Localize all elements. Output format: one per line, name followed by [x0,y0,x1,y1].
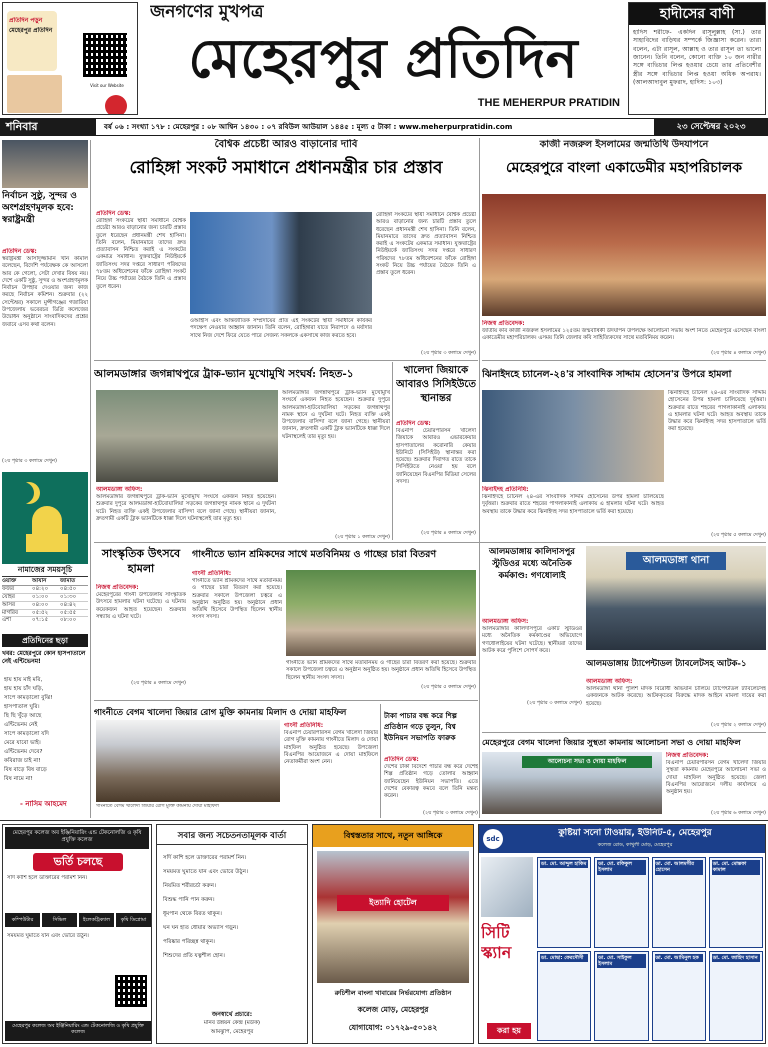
prayer-row: আসর ০৪:০০ ০৪:৪২ [2,602,88,610]
studio-byline: আলমডাঙ্গা অফিস: [482,618,529,625]
hotel-ad[interactable] [312,824,474,1044]
admission-subjects [5,913,151,927]
hadis-text: হাদিস শরীফে- একদিন রাসূলুল্লাহ (সা.) তার সাহাবিদের বাড়িঘর সম্পর্কে জিজ্ঞাসা করেন। তারা বলেন, এটা রাসূল, আল্লাহ ও তার রাসূল তা ভালো জানেন। তিনি বলেন, কোনো ব্যক্তি ১০ জন নারীর সঙ্গে ব্যভিচার লিপ্ত হওয়ার চেয়ে তার প্রতিবেশীর স্ত্রীর সঙ্গে ব্যভিচার লিপ্ত হওয়া অধিক অপরাধ। (আলআদাবুল মুফরাদ, হাদিস: ১০৩) [633,29,761,87]
khaleda-headline[interactable]: খালেদা জিয়াকে আবারও সিসিইউতে স্থানান্তর [396,365,476,404]
taka-headline[interactable]: টাকা পাচার বন্ধ করে শিল্প প্রতিষ্ঠান গড়ে তুলুন, বিশ্ব ইউনিয়ন সভাপতি ফারুক [384,711,458,742]
lead-body-3: রোহিঙ্গা সংকটের স্থায়ী সমাধানে বৈশ্বিক প্রচেষ্টা আরও বাড়ানোর জন্য চারটি প্রস্তাব তুলে ধরেছেন প্রধানমন্ত্রী শেখ হাসিনা। তিনি বলেন, মিয়ানমারে তাদের দ্রুত প্রত্যাবাসন নিশ্চিত করাই এ সংকটের একমাত্র সমাধান। যুক্তরাষ্ট্রের নিউইয়র্কে জাতিসংঘ সদর দপ্তরে সাধারণ পরিষদের ৭৮তম অধিবেশনের ফাঁকে রোহিঙ্গা সংকট নিয়ে উচ্চ পর্যায়ের বৈঠকে তিনি এ প্রস্তাব তুলে ধরেন। [376,212,476,277]
awareness-item: শিশুদের প্রতি যত্নশীল হোন। [163,953,225,959]
milad-photo [96,720,280,802]
awareness-item: পরিষ্কার পরিচ্ছন্ন থাকুন। [163,939,215,945]
khaleda-continue[interactable]: (২য় পৃষ্ঠার ৪ কলামে দেখুন) [421,530,476,536]
ct-scan-text: সিটি স্ক্যান [481,923,512,962]
gangni-headline[interactable]: গাংনীতে ভ্যান শ্রমিকদের সাথে মতবিনিময় ও গাছের চারা বিতরণ [192,549,437,560]
poem-title: প্রতিদিনের ছড়া [2,634,88,647]
left-body: স্বরাষ্ট্রমন্ত্রী আসাদুজ্জামান খান কামাল বলেছেন, বিদেশি পর্যবেক্ষক কে আসলো আর কে গেলো, সেটা দেখার বিষয় নয়। দেশে একটি সুষ্ঠু, সুন্দর ও অংশগ্রহণমূলক নির্বাচন উপহার দেওয়ার জন্য কাজ করছে নির্বাচন কমিশন। শুক্রবার (২২ সেপ্টেম্বর) সকালে মুন্সীগঞ্জের গজারিয়া উপজেলায় ভবেরচর ডিগ্রি কলেজের উদ্বোধন অনুষ্ঠানে সাংবাদিকদের প্রশ্নের জবাবে এসব কথা বলেন। [2,256,88,328]
awareness-ad[interactable] [156,824,308,1044]
meherpur-khaleda-banner: আলোচনা সভা ও দোয়া মাহফিল [522,756,652,768]
awareness-footer: জনস্বার্থে প্রচারে: [211,1011,253,1018]
admission-details: সর্দি কাশি হলে ডাক্তারের পরামর্শ নিন। [7,875,88,881]
subject-badge: কৃষি ডিপ্লোমা [116,913,151,927]
jhenaidah-continue[interactable]: (২য় পৃষ্ঠার ৫ কলামে দেখুন) [711,532,766,538]
doctor-card: ডা. মো. জাহিদ হাসান [709,951,763,1042]
cultural-byline: নিজস্ব প্রতিবেদক: [96,584,139,591]
gangni-body-2: গাংনীতে ভ্যান শ্রমিকদের সাথে মতবিনিময় ও গাছের চারা বিতরণ করা হয়েছে। শুক্রবার সকালে উপজেলা চত্বরে এ অনুষ্ঠান অনুষ্ঠিত হয়। অনুষ্ঠানে প্রধান অতিথি হিসেবে উপস্থিত ছিলেন স্থানীয় সংসদ সদস্য। [286,660,476,681]
sono-sub: কলেজ রোড, কাথুলী মোড়, মেহেরপুর [597,842,673,848]
right-top-byline: নিজস্ব প্রতিবেদক: [482,320,525,327]
admission-qr[interactable] [115,975,147,1007]
prayer-header: জামাত [60,578,76,584]
prayer-row: ফজর ০৪:২০ ০৪:৫০ [2,586,88,594]
app-promo-sub: মেহেরপুর প্রতিদিন [9,27,53,34]
masthead-tagline: জনগণের মুখপত্র [150,2,264,22]
doctors-grid [537,857,763,1041]
police-photo [586,546,766,650]
masthead [140,0,624,117]
meherpur-khaleda-continue[interactable]: (২য় পৃষ্ঠার ৬ কলামে দেখুন) [711,810,766,816]
prayer-row: যোহর ০১:০০ ০১:৩০ [2,594,88,602]
ct-scan-sub: করা হয় [487,1023,531,1039]
doctor-card: ডা. মো. আব্দুল হাকিম [537,857,591,948]
tapentadol-byline: আলমডাঙ্গা অফিস: [586,678,633,685]
police-station-sign: আলমডাঙ্গা থানা [626,552,726,570]
dateline-day: শনিবার [6,120,38,133]
hadis-box [628,2,766,115]
accident-continue[interactable]: (২য় পৃষ্ঠার ১ কলামে দেখুন) [335,534,390,540]
hotel-line-2: কলেজ মোড়, মেহেরপুর [357,1005,429,1014]
hotel-sign: ইত্যাদি হোটেল [337,895,449,911]
reader-illustration [7,75,62,113]
poem-subtitle: খবর: মেহেরপুরে কোন হাসপাতালে নেই এন্টিভেনম! [2,650,86,665]
app-promo-text: প্রতিদিন পড়ুন [9,17,43,24]
awareness-item: ধূমপান থেকে বিরত থাকুন। [163,911,222,917]
awareness-item: বিশুদ্ধ পানি পান করুন। [163,897,215,903]
meherpur-khaleda-byline: নিজস্ব প্রতিবেদক: [666,752,709,759]
khaleda-byline: প্রতিদিন ডেস্ক: [396,420,431,427]
awareness-item: নিয়মিত শরীরচর্চা করুন। [163,883,216,889]
awareness-item: সময়মত ঘুমাতে যান এবং ভোরে উঠুন। [163,869,248,875]
masthead-english: THE MEHERPUR PRATIDIN [477,97,620,109]
cultural-body: মেহেরপুরের গাংনী উপজেলায় সাংস্কৃতিক উৎসবে হামলার ঘটনা ঘটেছে। এ ঘটনায় কয়েকজন আহত হয়েছেন। শুক্রবার সন্ধ্যায় এ ঘটনা ঘটে। [96,592,186,620]
dateline-date: ২৩ সেপ্টেম্বর ২০২৩ [676,122,746,132]
tapentadol-headline[interactable]: আলমডাঙ্গায় ট্যাপেন্টাডল ট্যাবলেটসহ আটক-১ [586,659,747,669]
admission-ad[interactable] [2,824,152,1044]
hotel-line-1: রুচিশীল বাংলা খাবারের নির্ভরযোগ্য প্রতিষ্ঠান [334,989,452,997]
poem-author: - নাসিম আহমেদ [20,800,67,808]
lead-body-2: ওআইসি এবং আন্তর্জাতিক সম্প্রদায়ের প্রতি এই সংকটের স্থায়ী সমাধানে কার্যকর পদক্ষেপ নেওয়ার আহ্বান জানান। তিনি বলেন, রোহিঙ্গারা যাতে নিরাপদে ও মর্যাদার সাথে নিজ দেশে ফিরে যেতে পারে সেজন্য সকলকে একসাথে কাজ করতে হবে। [190,318,372,339]
doctor-card: ডা. মো. আলমগীর হোসেন [652,857,706,948]
cultural-headline[interactable]: সাংস্কৃতিক উৎসবে হামলা [101,547,181,575]
masthead-title: মেহেরপুর প্রতিদিন [188,26,578,90]
prayer-row: মাগরিব ০৫:৫২ ০৫:৫৫ [2,610,88,618]
accident-byline: আলমডাঙ্গা অফিস: [96,486,143,493]
poem-body: হায় হায় মাই মরি, হায় হায় চাঁদ ঘড়ি, সাপে কামড়ালো বুঝি! হাসপাতাল ঘুরি। ছি ছি খুঁড়ে আছে এন্টিভেনম নেই সাপে কামড়ালো যদি মেরে যাবো ভাই। এন্টিভেনম দেবে? কবিরাজ চাই না! বিষ বাড়ে বিষ বাড়ে বিষ নামে না! [4,677,53,782]
hotel-phone: যোগাযোগ: ০১৭২৯-৫০১৪২ [348,1023,438,1032]
admission-footer: মেহেরপুর কলেজ অব ইঞ্জিনিয়ারিং এন্ড টেকনোলজি ও কৃষি প্রযুক্তি কলেজ [5,1021,151,1041]
taka-body: দেশের টাকা বিদেশে পাচার বন্ধ করে দেশেই শিল্প প্রতিষ্ঠান গড়ে তোলার আহ্বান জানিয়েছেন ইউনিয়ন সভাপতি। এতে দেশের বেকারত্ব কমবে বলে তিনি মন্তব্য করেন। [384,764,478,800]
prayer-row: এশা ০৭:১৫ ০৮:০০ [2,617,77,624]
jhenaidah-body: ঝিনাইদহে চ্যানেল ২৪-এর সাংবাদিক সাদ্দাম হোসেনের উপর হামলা চালিয়েছে দুর্বৃত্তরা। শুক্রবার রাতে শহরের পাগলাকানাই এলাকায় এ হামলার ঘটনা ঘটে। আহত অবস্থায় তাকে উদ্ধার করে ঝিনাইদহ সদর হাসপাতালে ভর্তি করা হয়েছে। [482,494,664,515]
lead-body: রোহিঙ্গা সংকটের স্থায়ী সমাধানে বৈশ্বিক প্রচেষ্টা আরও বাড়ানোর জন্য চারটি প্রস্তাব তুলে ধরেছেন প্রধানমন্ত্রী শেখ হাসিনা। তিনি বলেন, মিয়ানমারে তাদের দ্রুত প্রত্যাবাসন নিশ্চিত করাই এ সংকটের একমাত্র সমাধান। যুক্তরাষ্ট্রের নিউইয়র্কে জাতিসংঘ সদর দপ্তরে সাধারণ পরিষদের ৭৮তম অধিবেশনের ফাঁকে রোহিঙ্গা সংকট নিয়ে উচ্চ পর্যায়ের বৈঠকে তিনি এ প্রস্তাব তুলে ধরেন। [96,218,186,290]
milad-byline: গাংনী প্রতিনিধি: [284,722,324,729]
gangni-byline: গাংনী প্রতিনিধি: [192,570,232,577]
milad-headline[interactable]: গাংনীতে বেগম খালেদা জিয়ার রোগ মুক্তি কামনায় মিলাদ ও দোয়া মাহফিল [94,708,347,718]
lead-continue[interactable]: (২য় পৃষ্ঠার ৩ কলামে দেখুন) [421,350,476,356]
awareness-item: ঘন ঘন হাত ধোয়ার অভ্যাস গড়ুন। [163,925,239,931]
lead-kicker: বৈশ্বিক প্রচেষ্টা আরও বাড়ানোর দাবি [214,139,358,150]
accident-headline[interactable]: আলমডাঙ্গার জগন্নাথপুরে ট্রাক-ভ্যান মুখোমুখি সংঘর্ষ: নিহত-১ [94,368,354,380]
awareness-footer-2: মানব উন্নয়ন কেন্দ্র (মউক) [203,1020,261,1026]
sono-ad[interactable] [478,824,766,1044]
sono-logo: sdc [483,829,503,849]
right-top-headline[interactable]: মেহেরপুরে বাংলা একাডেমীর মহাপরিচালক [505,160,743,176]
doctor-card: ডা. মো. সাইফুল ইসলাম [594,951,648,1042]
lead-headline[interactable]: রোহিঙ্গা সংকট সমাধানে প্রধানমন্ত্রীর চার প্রস্তাব [129,158,443,178]
jhenaidah-body-2: ঝিনাইদহে চ্যানেল ২৪-এর সাংবাদিক সাদ্দাম হোসেনের উপর হামলা চালিয়েছে দুর্বৃত্তরা। শুক্রবার রাতে শহরের পাগলাকানাই এলাকায় এ হামলার ঘটনা ঘটে। আহত অবস্থায় তাকে উদ্ধার করে ঝিনাইদহ সদর হাসপাতালে ভর্তি করা হয়েছে। [668,390,766,433]
doctor-card: ডা. মোছা: ফেরদৌসী [537,951,591,1042]
lead-photo [190,212,372,314]
right-top-continue[interactable]: (২য় পৃষ্ঠার ৪ কলামে দেখুন) [711,350,766,356]
jhenaidah-byline: ঝিনাইদহ প্রতিনিধি: [482,486,529,493]
accident-photo [96,390,278,482]
gangni-photo [286,570,476,656]
khaleda-body: বিএনপি চেয়ারপারসন খালেদা জিয়াকে আবারও এভারকেয়ার হাসপাতালের করোনারি কেয়ার ইউনিটে (সিসিইউ) স্থানান্তর করা হয়েছে। শুক্রবার দিবাগত রাতে তাকে সিসিইউতে নেওয়া হয় বলে জানিয়েছেন বিএনপির মিডিয়া সেলের সদস্য। [396,428,476,486]
left-headline[interactable]: নির্বাচন সুষ্ঠু, সুন্দর ও অংশগ্রহণমূলক হবে: স্বরাষ্ট্রমন্ত্রী [2,191,77,225]
tapentadol-continue[interactable]: (২য় পৃষ্ঠার ২ কলামে দেখুন) [711,722,766,728]
left-byline: প্রতিদিন ডেস্ক: [2,248,37,255]
accident-body-2: আলমডাঙ্গার জগন্নাথপুরে ট্রাক-ভ্যান মুখোমুখি সংঘর্ষে একজন নিহত হয়েছেন। শুক্রবার দুপুরে আলমডাঙ্গা-হাটবোয়ালিয়া সড়কের জগন্নাথপুর নামক স্থানে এ দুর্ঘটনা ঘটে। নিহত ব্যক্তি একই উপজেলার বাসিন্দা বলে জানা গেছে। স্থানীয়রা জানান, দ্রুতগামী একটি ট্রাক ভ্যানটিকে ধাক্কা দিলে ঘটনাস্থলেই তার মৃত্যু হয়। [282,390,390,440]
app-promo-ad[interactable] [2,2,138,115]
admission-info: সময়মত ঘুমাতে যান এবং ভোরে উঠুন। [7,933,89,939]
doctor-card: ডা. মো. মোস্তফা কামাল [709,857,763,948]
sono-title: কুষ্টিয়া সনো টাওয়ার, ইউনিট-৫, মেহেরপুর [558,828,712,838]
mosque-dome-icon [32,506,62,536]
studio-headline[interactable]: আলমডাঙ্গায় কালিদাসপুর স্টুডিওর মধ্যে অনৈতিক কর্মকাণ্ড: গণধোলাই [489,547,575,581]
home-minister-photo [2,140,88,188]
gangni-continue[interactable]: (২য় পৃষ্ঠার ৫ কলামে দেখুন) [421,684,476,690]
qr-code[interactable] [83,33,127,77]
hadis-title: হাদীসের বাণী [629,3,765,25]
cultural-continue[interactable]: (২য় পৃষ্ঠার ৪ কলামে দেখুন) [131,680,186,686]
ct-machine-photo [481,857,533,917]
jhenaidah-headline[interactable]: ঝিনাইদহে চ্যানেল-২৪'র সাংবাদিক সাদ্দাম হোসেন'র উপরে হামলা [482,369,732,380]
subject-badge: ইলেকট্রিক্যাল [79,913,114,927]
awareness-title: সবার জন্য সচেতনতামূলক বার্তা [157,827,307,845]
meherpur-khaleda-body: বিএনপি চেয়ারপারসন বেগম খালেদা জিয়ার সুস্থতা কামনায় মেহেরপুরে আলোচনা সভা ও দোয়া মাহফিল অনুষ্ঠিত হয়েছে। জেলা বিএনপির আয়োজনে দলীয় কার্যালয়ে এ অনুষ্ঠান হয়। [666,760,766,796]
subject-badge: কম্পিউটার [5,913,40,927]
left-continue[interactable]: (২য় পৃষ্ঠার ৩ কলামে দেখুন) [2,458,57,464]
right-top-body: জাতীয় কবি কাজী নজরুল ইসলামের ১২৫তম জন্মবার্ষিকী উদযাপন উপলক্ষে আলোচনা সভায় অংশ নিতে মেহেরপুরে এসেছেন বাংলা একাডেমীর মহাপরিচালক। এসময় তিনি জেলার কবি সাহিত্যিকদের সাথে মতবিনিময় করেন। [482,328,766,342]
visit-website-text: Visit our Website [90,83,124,88]
studio-body: আলমডাঙ্গার কালিদাসপুরে একটি স্টুডিওর মধ্যে অনৈতিক কর্মকাণ্ডের অভিযোগে গণধোলাইয়ের ঘটনা ঘটেছে। স্থানীয়রা তাদের আটক করে পুলিশে সোপর্দ করে। [482,626,582,654]
prayer-table [2,578,88,630]
admission-title: ভর্তি চলছে [33,853,123,871]
jhenaidah-photo [482,390,664,482]
crescent-icon [12,482,34,504]
milad-caption: গাংনীতে বেগম খালেদা জিয়ার রোগ মুক্তি কামনায় দোয়া মাহফিল [96,804,219,809]
awareness-footer-3: আমঝুপি, মেহেরপুর [210,1029,254,1035]
dateline-info: বর্ষ ০৬ : সংখ্যা ১৭৮ : মেহেরপুর : ০৮ আশ্বিন ১৪৩০ : ০৭ রবিউল আউয়াল ১৪৪৫ : মূল্য ৫ টাকা : www.meherpurpratidin.com [96,119,654,135]
bangla-academy-photo [482,194,766,316]
meherpur-khaleda-headline[interactable]: মেহেরপুরে বেগম খালেদা জিয়ার সুস্থতা কামনায় আলোচনা সভা ও দোয়া মাহফিল [482,737,741,747]
prayer-header: আযান [32,578,47,584]
tapentadol-body: আলমডাঙ্গা থানা পুলিশ মাদক বিরোধী অভিযান চালিয়ে ট্যাপেন্টাডল ট্যাবলেটসহ একজনকে আটক করেছে। আটককৃতের বিরুদ্ধে মাদক আইনে মামলা দায়ের করা হয়েছে। [586,686,766,707]
gangni-body: গাংনীতে ভ্যান শ্রমিকদের সাথে মতবিনিময় ও গাছের চারা বিতরণ করা হয়েছে। শুক্রবার সকালে উপজেলা চত্বরে এ অনুষ্ঠান অনুষ্ঠিত হয়। অনুষ্ঠানে প্রধান অতিথি হিসেবে উপস্থিত ছিলেন স্থানীয় সংসদ সদস্য। [192,578,282,621]
admission-top: মেহেরপুর কলেজ অব ইঞ্জিনিয়ারিং এন্ড টেকনোলজি ও কৃষি প্রযুক্তি কলেজ [5,827,149,849]
studio-continue[interactable]: (২য় পৃষ্ঠার ৩ কলামে দেখুন) [527,700,582,706]
right-top-kicker: কাজী নজরুল ইসলামের জন্মতিথি উদযাপনে [539,139,709,150]
milad-body: বিএনপি চেয়ারপারসন বেগম খালেদা জিয়ার রোগ মুক্তি কামনায় গাংনীতে মিলাদ ও দোয়া মাহফিল অনুষ্ঠিত হয়েছে। উপজেলা বিএনপির আয়োজনে এ দোয়া মাহফিলে নেতাকর্মীরা অংশ নেন। [284,730,378,766]
doctor-card: ডা. মো. আমিনুল হক [652,951,706,1042]
taka-byline: প্রতিদিন ডেস্ক: [384,756,419,763]
awareness-list [163,851,303,1001]
awareness-item: সর্দি কাশি হলে ডাক্তারের পরামর্শ নিন। [163,855,247,861]
meherpur-khaleda-photo [482,752,662,814]
prayer-header: ওয়াক্ত [2,578,17,584]
accident-body: আলমডাঙ্গার জগন্নাথপুরে ট্রাক-ভ্যান মুখোমুখি সংঘর্ষে একজন নিহত হয়েছেন। শুক্রবার দুপুরে আলমডাঙ্গা-হাটবোয়ালিয়া সড়কের জগন্নাথপুর নামক স্থানে এ দুর্ঘটনা ঘটে। নিহত ব্যক্তি একই উপজেলার বাসিন্দা বলে জানা গেছে। স্থানীয়রা জানান, দ্রুতগামী একটি ট্রাক ভ্যানটিকে ধাক্কা দিলে ঘটনাস্থলেই তার মৃত্যু হয়। [96,494,276,522]
taka-continue[interactable]: (২য় পৃষ্ঠার ৩ কলামে দেখুন) [423,810,478,816]
mosque-graphic [2,472,88,564]
lead-byline: প্রতিদিন ডেস্ক: [96,210,131,217]
red-circle-logo [105,95,127,115]
prayer-title: নামাজের সময়সূচি [2,565,88,577]
hotel-photo [317,851,469,983]
hotel-top: বিশ্বস্ততার সাথে, নতুন আঙ্গিকে [313,825,473,847]
subject-badge: সিভিল [42,913,77,927]
doctor-card: ডা. মো. রফিকুল ইসলাম [594,857,648,948]
sono-header [479,825,765,853]
